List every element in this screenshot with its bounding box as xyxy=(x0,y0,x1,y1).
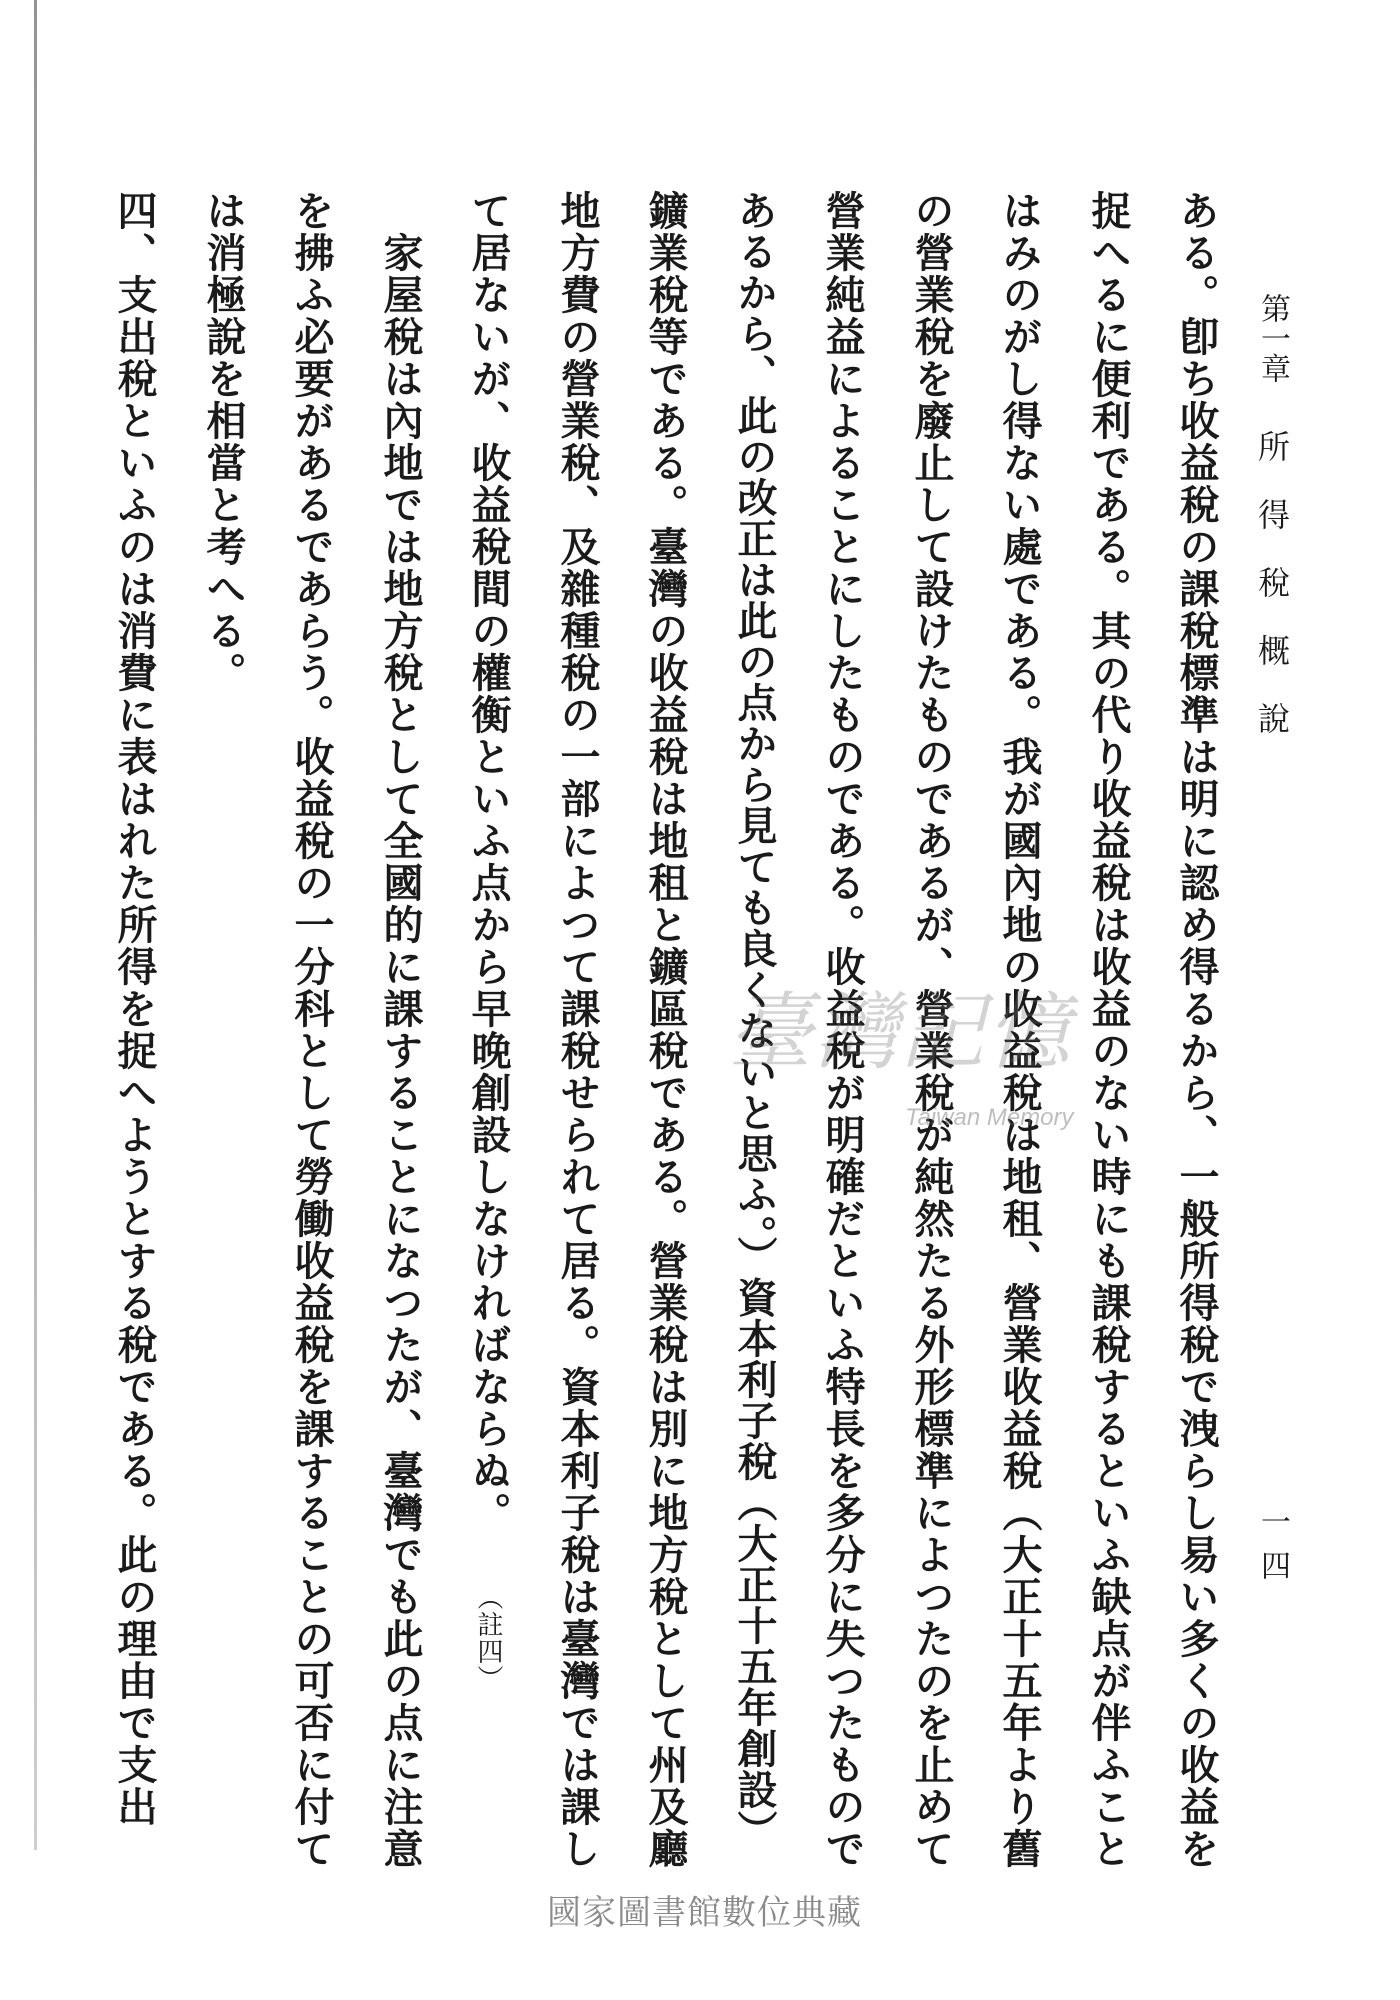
text-column-8: 地方費の營業稅、及雜種稅の一部によつて課稅せられて居る。資本利子稅は臺灣では課し xyxy=(554,190,601,1870)
footnote-reference: （註四） xyxy=(473,1584,503,1692)
text-column-11: を拂ふ必要があるであらう。收益稅の一分科として勞働收益稅を課することの可否に付て xyxy=(288,190,335,1870)
text-column-4: の營業稅を廢止して設けたものであるが、營業稅が純然たる外形標準によつたのを止めて xyxy=(908,190,955,1870)
text-column-1: ある。卽ち收益稅の課稅標準は明に認め得るから、一般所得稅で洩らし易い多くの收益を xyxy=(1173,190,1220,1870)
text-column-7: 鑛業稅等である。臺灣の收益稅は地租と鑛區稅である。營業稅は別に地方稅として州及廳 xyxy=(642,190,689,1870)
text-column-9-body: て居ないが、收益稅間の權衡といふ点から早晚創設しなければならぬ。 xyxy=(465,190,512,1534)
scan-edge-shadow xyxy=(34,0,37,1850)
text-column-9 xyxy=(465,190,512,1692)
section-number: 四、 xyxy=(111,190,158,274)
text-column-6: あるから、此の改正は此の点から見ても良くないと思ふ。）資本利子稅（大正十五年創設） xyxy=(731,190,778,1851)
taiwan-memory-watermark-logo: 臺灣記憶 xyxy=(728,983,1073,1081)
running-head-chapter: 第一章 xyxy=(1255,293,1290,383)
text-column-12: は消極說を相當と考へる。 xyxy=(200,190,247,694)
text-column-13 xyxy=(111,190,158,1828)
text-column-13-body: 支出稅といふのは消費に表はれた所得を捉へようとする稅である。此の理由で支出 xyxy=(111,274,158,1828)
running-head-title: 所得稅概說 xyxy=(1253,430,1291,770)
library-footer-watermark: 國家圖書館數位典藏 xyxy=(547,1893,862,1933)
page-number: 一四 xyxy=(1255,1506,1290,1594)
text-column-3: はみのがし得ない處である。我が國內地の收益稅は地租、營業收益稅（大正十五年より舊 xyxy=(996,190,1043,1870)
text-column-5: 營業純益によることにしたものである。收益稅が明確だといふ特長を多分に失つたもので xyxy=(819,190,866,1870)
text-column-10-paragraph-start: 家屋稅は內地では地方稅として全國的に課することになつたが、臺灣でも此の点に注意 xyxy=(377,232,424,1870)
taiwan-memory-watermark-subtitle: Taiwan Memory xyxy=(905,1104,1074,1131)
text-column-2: 捉へるに便利である。其の代り收益稅は收益のない時にも課稅するといふ缺点が伴ふこと xyxy=(1085,190,1132,1870)
